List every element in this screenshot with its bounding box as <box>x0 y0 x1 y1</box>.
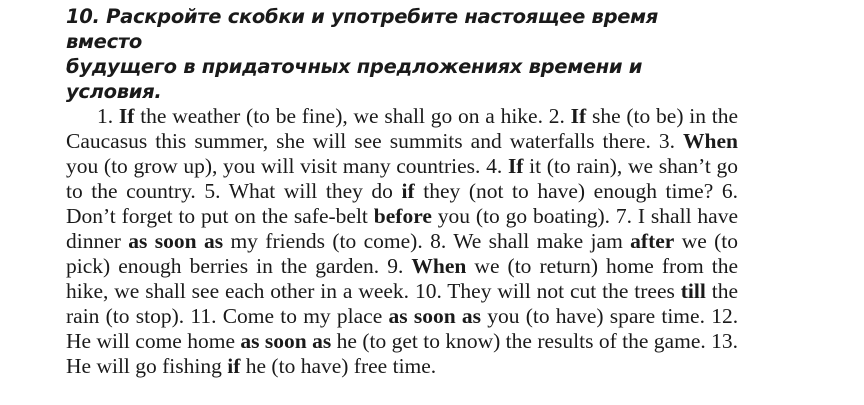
conjunction-keyword: When <box>683 129 739 153</box>
conjunction-keyword: if <box>401 179 415 203</box>
sentence-number: 4. <box>486 154 503 178</box>
sentence-number: 8. <box>430 229 447 253</box>
sentence-text: they (not to have) enough time? <box>414 179 714 203</box>
exercise-body <box>66 104 738 379</box>
sentence-number: 12. <box>711 304 739 328</box>
sentence-number: 10. <box>414 279 442 303</box>
conjunction-keyword: as soon as <box>388 304 481 328</box>
sentence-text: We shall make jam <box>453 229 631 253</box>
sentence-text: she (to be) in the Caucasus this summer, she will see summits and waterfalls there. <box>66 104 739 153</box>
sentence-number: 9. <box>387 254 404 278</box>
conjunction-keyword: as soon as <box>128 229 224 253</box>
sentence-number: 13. <box>711 329 739 353</box>
sentence-text: the rain (to stop). <box>66 279 738 328</box>
sentence-number: 7. <box>615 204 633 228</box>
sentence-text: He will come home <box>66 329 241 353</box>
conjunction-keyword: as soon as <box>240 329 332 353</box>
sentence-text: I shall have dinner <box>66 204 738 253</box>
conjunction-keyword: If <box>570 104 587 128</box>
sentence-1 <box>97 104 543 128</box>
heading-line-1: 10. Раскройте скобки и употребите настоящее время вместо <box>66 5 659 53</box>
sentence-text: He will go fishing <box>66 354 228 378</box>
sentence-number: 1. <box>97 104 114 128</box>
sentence-number: 11. <box>190 304 217 328</box>
sentence-text: What will they do <box>228 179 402 203</box>
sentence-text: Don’t forget to put on the safe-belt <box>66 204 374 228</box>
conjunction-keyword: if <box>227 354 241 378</box>
conjunction-keyword: till <box>680 279 706 303</box>
sentence-number: 3. <box>658 129 676 153</box>
conjunction-keyword: If <box>507 154 524 178</box>
conjunction-keyword: When <box>411 254 467 278</box>
sentence-number: 6. <box>721 179 738 203</box>
sentence-text: you (to grow up), you will visit many countries. <box>66 154 481 178</box>
sentence-text: it (to rain), we shan’t go to the country. <box>66 154 739 203</box>
sentence-text: They will not cut the trees <box>447 279 681 303</box>
sentence-text: my friends (to come). <box>223 229 423 253</box>
conjunction-keyword: before <box>373 204 432 228</box>
sentence-text: he (to have) free time. <box>240 354 437 378</box>
sentence-text: we (to return) home from the hike, we shall see each other in a week. <box>66 254 738 303</box>
exercise-heading <box>66 4 738 104</box>
sentence-number: 5. <box>204 179 221 203</box>
sentence-text: the weather (to be fine), we shall go on a hike. <box>134 104 543 128</box>
sentence-text: you (to go boating). <box>431 204 611 228</box>
sentence-text: we (to pick) enough berries in the garden. <box>66 229 739 278</box>
sentence-11 <box>190 304 705 328</box>
sentence-text: Come to my place <box>222 304 389 328</box>
exercise-page <box>66 4 738 379</box>
sentence-text: he (to get to know) the results of the game. <box>331 329 706 353</box>
heading-line-2: будущего в придаточных предложениях времени и условия. <box>66 55 643 103</box>
sentence-number: 2. <box>548 104 565 128</box>
sentence-text: you (to have) spare time. <box>481 304 705 328</box>
conjunction-keyword: after <box>630 229 675 253</box>
conjunction-keyword: If <box>118 104 135 128</box>
sentence-5 <box>204 179 713 203</box>
